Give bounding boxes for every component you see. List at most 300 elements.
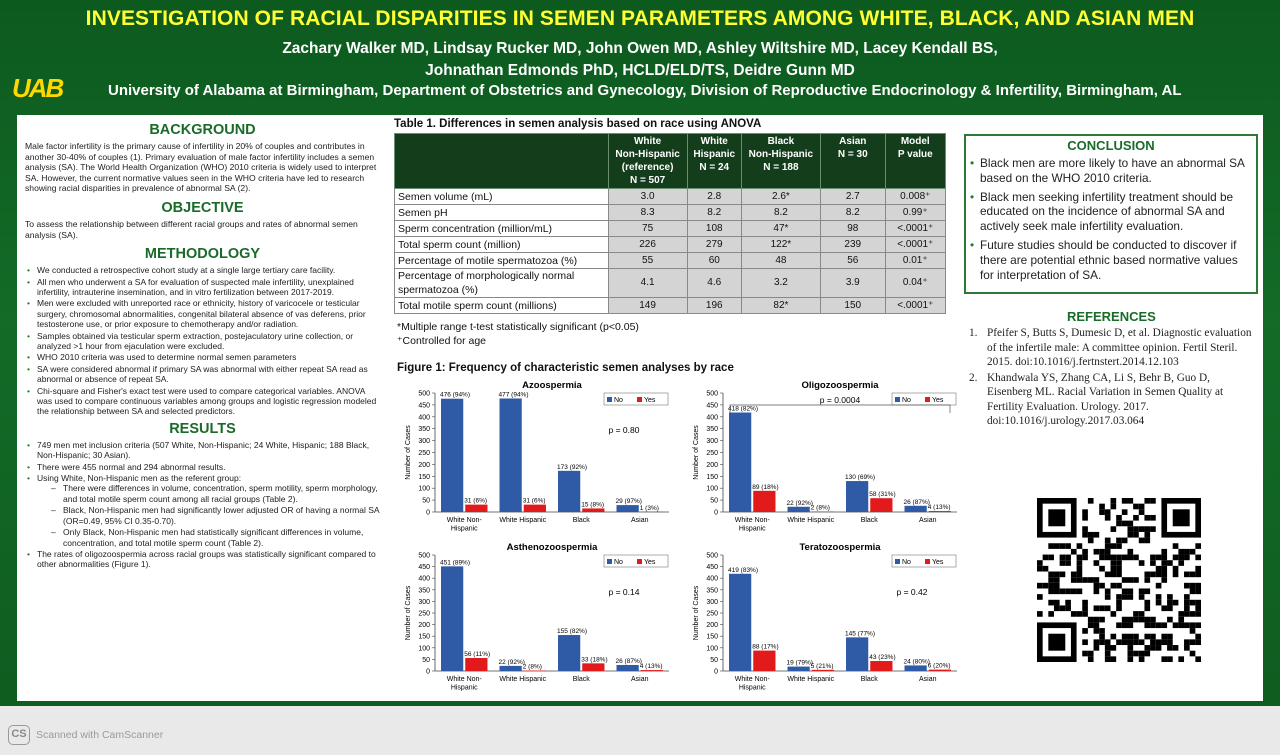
legend-swatch-yes (925, 397, 930, 402)
list-item (25, 473, 380, 548)
qr-module (1048, 577, 1054, 583)
y-tick-label: 400 (418, 575, 430, 583)
category-label: Black (572, 676, 590, 683)
qr-module (1099, 634, 1105, 640)
data-label: 31 (6%) (522, 497, 546, 505)
qr-module (1190, 628, 1196, 634)
table-row (395, 237, 946, 253)
table-cell: 8.2 (820, 205, 885, 221)
qr-module (1190, 651, 1196, 657)
bar-yes (753, 651, 775, 671)
bar-yes (753, 491, 775, 512)
table-header-row (395, 134, 946, 189)
methodology-heading: METHODOLOGY (144, 246, 261, 263)
y-tick-label: 500 (418, 552, 430, 560)
qr-module (1116, 594, 1122, 600)
table-note: *Multiple range t-test statistically significant (p<0.05) (397, 321, 639, 333)
list-item: • Chi-square and Fisher's exact test were used to compare categorical variables. ANOVA was used to compare continuous variables among groups and logistic regression modeled the relationship between SA and selected predictors. (25, 386, 380, 417)
table-cell: 0.04⁺ (885, 269, 945, 298)
bar-no (729, 413, 751, 512)
qr-module (1077, 588, 1083, 594)
qr-module (1122, 617, 1128, 623)
header-line: Hispanic (693, 149, 736, 160)
qr-module (1060, 605, 1066, 611)
y-tick-label: 100 (706, 485, 718, 493)
header-line: Non-Hispanic (748, 149, 814, 160)
qr-module (1054, 605, 1060, 611)
qr-module (1190, 549, 1196, 555)
y-tick-label: 450 (418, 402, 430, 410)
qr-module (1144, 572, 1150, 578)
list-item: – There were differences in volume, concentration, sperm motility, sperm morphology, and total motile sperm count among all racial groups (Table 2). (49, 483, 380, 504)
bar-no (558, 635, 580, 671)
table-header-cell (395, 134, 609, 189)
qr-module (1111, 526, 1117, 532)
qr-module (1133, 634, 1139, 640)
table1-title: Table 1. Differences in semen analysis based on race using ANOVA (394, 118, 762, 130)
header-line: White (700, 136, 728, 147)
y-tick-label: 200 (418, 622, 430, 630)
qr-module (1111, 504, 1117, 510)
significance-bracket (730, 405, 950, 413)
qr-module (1077, 560, 1083, 566)
y-tick-label: 400 (706, 575, 718, 583)
qr-module (1065, 605, 1071, 611)
category-label: White Hispanic (499, 517, 547, 524)
qr-module (1082, 605, 1088, 611)
qr-module (1161, 577, 1167, 583)
qr-module (1111, 656, 1117, 662)
qr-module (1099, 639, 1105, 645)
results-heading: RESULTS (169, 420, 236, 437)
y-tick-label: 500 (418, 390, 430, 398)
qr-module (1054, 543, 1060, 549)
table-header-cell (820, 134, 885, 189)
qr-module (1082, 600, 1088, 606)
qr-module (1184, 639, 1190, 645)
table-cell-label: Semen pH (395, 205, 609, 221)
qr-module (1144, 532, 1150, 538)
category-label: Black (572, 517, 590, 524)
y-tick-label: 0 (714, 668, 718, 676)
qr-module (1195, 639, 1201, 645)
p-value: p = 0.0004 (819, 395, 861, 405)
qr-module (1077, 555, 1083, 561)
qr-module (1144, 622, 1150, 628)
qr-module (1150, 526, 1156, 532)
results-list (25, 440, 380, 570)
qr-module (1088, 622, 1094, 628)
data-label: 418 (82%) (728, 405, 759, 413)
conclusion-box (964, 134, 1258, 294)
qr-module (1111, 572, 1117, 578)
table-cell: 60 (687, 253, 741, 269)
qr-module (1161, 572, 1167, 578)
qr-module (1127, 645, 1133, 651)
qr-module (1094, 639, 1100, 645)
data-label: 4 (13%) (927, 504, 951, 512)
table-cell: 48 (741, 253, 820, 269)
qr-module (1077, 566, 1083, 572)
qr-module (1144, 588, 1150, 594)
qr-module (1139, 560, 1145, 566)
qr-module (1088, 577, 1094, 583)
qr-module (1099, 504, 1105, 510)
qr-module (1178, 622, 1184, 628)
bar-yes (524, 505, 546, 512)
qr-module (1173, 555, 1179, 561)
qr-module (1094, 617, 1100, 623)
qr-module (1048, 588, 1054, 594)
qr-module (1077, 543, 1083, 549)
y-tick-label: 100 (418, 645, 430, 653)
data-label: 145 (77%) (845, 630, 876, 638)
category-label: White Non- (446, 676, 482, 683)
qr-module (1060, 560, 1066, 566)
table-cell: 82* (741, 298, 820, 314)
table-cell: 55 (608, 253, 687, 269)
y-tick-label: 50 (710, 656, 718, 664)
reference-text: Pfeifer S, Butts S, Dumesic D, et al. Diagnostic evaluation of the infertile male: A committee opinion. Fertil Steril. 2015. doi:10.1016/j.fertnstert.2014.12.103 (987, 327, 1252, 368)
qr-module (1082, 526, 1088, 532)
qr-module (1060, 588, 1066, 594)
qr-module (1094, 645, 1100, 651)
qr-module (1099, 617, 1105, 623)
qr-module (1184, 594, 1190, 600)
left-column (25, 120, 380, 571)
category-label: Black (860, 517, 878, 524)
qr-module (1122, 538, 1128, 544)
table-header-cell (687, 134, 741, 189)
y-tick-label: 150 (418, 473, 430, 481)
qr-module (1099, 583, 1105, 589)
qr-module (1048, 543, 1054, 549)
qr-module (1195, 555, 1201, 561)
poster-title: INVESTIGATION OF RACIAL DISPARITIES IN SEMEN PARAMETERS AMONG WHITE, BLACK, AND ASIAN MEN (85, 7, 1195, 30)
data-label: 88 (17%) (752, 643, 779, 651)
qr-module (1184, 600, 1190, 606)
data-label: 26 (87%) (615, 657, 642, 665)
qr-module (1178, 617, 1184, 623)
qr-module (1111, 560, 1117, 566)
qr-module (1099, 628, 1105, 634)
qr-module (1156, 583, 1162, 589)
table-cell: 56 (820, 253, 885, 269)
header-line: (reference) (621, 162, 674, 173)
data-label: 451 (89%) (440, 559, 471, 567)
qr-module (1111, 498, 1117, 504)
qr-module (1037, 611, 1043, 617)
table-header-cell (885, 134, 945, 189)
data-label: 6 (20%) (927, 662, 951, 670)
data-label: 31 (6%) (464, 497, 488, 505)
qr-module (1060, 572, 1066, 578)
qr-module (1122, 521, 1128, 527)
data-label: 33 (18%) (581, 656, 608, 664)
qr-module (1173, 622, 1179, 628)
y-tick-label: 50 (710, 497, 718, 505)
qr-module (1161, 622, 1167, 628)
qr-module (1116, 543, 1122, 549)
qr-module (1144, 577, 1150, 583)
qr-module (1173, 543, 1179, 549)
qr-module (1037, 594, 1043, 600)
background-heading: BACKGROUND (149, 122, 256, 138)
qr-module (1127, 526, 1133, 532)
list-item: • All men who underwent a SA for evaluation of suspected male infertility, unexplained infertility, intrauterine insemination, and in vitro fertilization between 2017-2019. (25, 277, 380, 298)
qr-module (1127, 634, 1133, 640)
data-label: 4 (13%) (639, 663, 663, 671)
y-tick-label: 50 (422, 656, 430, 664)
header-line: P value (897, 149, 933, 160)
bar-yes (870, 661, 892, 671)
qr-module (1184, 549, 1190, 555)
data-label: 22 (92%) (786, 499, 813, 507)
table-cell-label: Total motile sperm count (millions) (395, 298, 609, 314)
y-tick-label: 300 (706, 598, 718, 606)
qr-module (1139, 526, 1145, 532)
qr-module (1065, 560, 1071, 566)
qr-module (1099, 555, 1105, 561)
table-cell: 3.0 (608, 189, 687, 205)
table-cell: 3.9 (820, 269, 885, 298)
qr-module (1071, 577, 1077, 583)
data-label: 2 (8%) (810, 504, 830, 512)
reference-item (967, 371, 1257, 429)
qr-finder-core (1048, 634, 1065, 651)
qr-module (1099, 605, 1105, 611)
list-item: • We conducted a retrospective cohort study at a single large tertiary care facility. (25, 265, 380, 275)
chart-title: Teratozoospermia (799, 542, 881, 553)
qr-module (1127, 549, 1133, 555)
p-value: p = 0.14 (608, 587, 640, 597)
qr-module (1111, 566, 1117, 572)
legend-label: No (902, 559, 911, 566)
qr-module (1156, 555, 1162, 561)
data-label: 5 (21%) (810, 662, 834, 670)
azoospermia-chart (387, 377, 677, 542)
qr-module (1094, 583, 1100, 589)
legend-swatch-yes (637, 397, 642, 402)
data-label: 419 (83%) (728, 566, 759, 574)
list-item: • Black men are more likely to have an abnormal SA based on the WHO 2010 criteria. (966, 156, 1256, 186)
bar-no (558, 471, 580, 512)
data-label: 29 (97%) (615, 498, 642, 506)
legend-swatch-no (895, 397, 900, 402)
qr-module (1133, 617, 1139, 623)
qr-module (1127, 639, 1133, 645)
uab-logo: UAB (12, 73, 63, 103)
results-referent-text: Using White, Non-Hispanic men as the referent group: (37, 473, 242, 484)
y-tick-label: 450 (706, 402, 718, 410)
qr-module (1094, 588, 1100, 594)
qr-module (1156, 622, 1162, 628)
qr-module (1167, 560, 1173, 566)
table-cell: 0.99⁺ (885, 205, 945, 221)
qr-module (1150, 515, 1156, 521)
category-label: Asian (918, 676, 937, 683)
qr-module (1094, 560, 1100, 566)
legend-label: No (614, 559, 623, 566)
y-axis-label: Number of Cases (693, 425, 700, 480)
qr-module (1161, 605, 1167, 611)
qr-module (1122, 588, 1128, 594)
data-label: 130 (69%) (845, 474, 876, 482)
qr-module (1105, 605, 1111, 611)
legend-swatch-no (607, 559, 612, 564)
qr-module (1116, 521, 1122, 527)
p-value: p = 0.42 (896, 587, 928, 597)
qr-module (1105, 549, 1111, 555)
y-tick-label: 0 (426, 668, 430, 676)
table1 (394, 133, 946, 314)
legend-label: Yes (932, 397, 944, 404)
y-axis-label: Number of Cases (693, 585, 700, 641)
category-label: Asian (918, 517, 937, 524)
y-tick-label: 300 (418, 598, 430, 606)
qr-module (1111, 645, 1117, 651)
qr-module (1105, 555, 1111, 561)
category-label: Asian (630, 517, 649, 524)
qr-module (1116, 583, 1122, 589)
qr-module (1195, 572, 1201, 578)
category-label: White Non- (734, 517, 770, 524)
table-cell-label: Sperm concentration (million/mL) (395, 221, 609, 237)
qr-module (1111, 555, 1117, 561)
table-cell: 98 (820, 221, 885, 237)
qr-module (1173, 566, 1179, 572)
legend-label: Yes (644, 559, 656, 566)
list-item: – Only Black, Non-Hispanic men had statistically significant differences in volume, concentration, and total motile sperm count (Table 2). (49, 527, 380, 548)
y-tick-label: 150 (706, 633, 718, 641)
qr-module (1105, 645, 1111, 651)
chart-title: Asthenozoospermia (506, 542, 598, 553)
qr-module (1037, 560, 1043, 566)
table-header-cell (608, 134, 687, 189)
category-label: Hispanic (738, 525, 766, 533)
qr-module (1077, 611, 1083, 617)
bar-yes (929, 670, 951, 671)
table-cell: 150 (820, 298, 885, 314)
qr-module (1077, 572, 1083, 578)
bar-yes (465, 658, 487, 671)
authors-line-2: Johnathan Edmonds PhD, HCLD/ELD/TS, Deidre Gunn MD (425, 62, 855, 79)
qr-module (1094, 628, 1100, 634)
y-tick-label: 250 (706, 610, 718, 618)
figure1-title: Figure 1: Frequency of characteristic semen analyses by race (397, 362, 734, 374)
qr-module (1133, 504, 1139, 510)
qr-module (1144, 634, 1150, 640)
qr-module (1144, 617, 1150, 623)
y-tick-label: 0 (714, 509, 718, 517)
qr-module (1116, 605, 1122, 611)
references-heading: REFERENCES (1067, 309, 1156, 324)
qr-module (1184, 583, 1190, 589)
qr-module (1088, 651, 1094, 657)
category-label: White Non- (446, 517, 482, 524)
qr-module (1178, 549, 1184, 555)
qr-module (1054, 588, 1060, 594)
qr-module (1144, 526, 1150, 532)
category-label: Hispanic (450, 525, 478, 533)
qr-module (1190, 600, 1196, 606)
qr-module (1161, 560, 1167, 566)
oligozoospermia-chart (675, 377, 965, 542)
results-sub-list (49, 483, 380, 547)
bar-no (441, 566, 463, 671)
qr-module (1144, 600, 1150, 606)
y-tick-label: 300 (706, 438, 718, 446)
qr-module (1071, 572, 1077, 578)
qr-module (1082, 555, 1088, 561)
bar-yes (465, 505, 487, 512)
table-row (395, 205, 946, 221)
qr-module (1150, 622, 1156, 628)
qr-module (1054, 600, 1060, 606)
qr-module (1094, 549, 1100, 555)
list-item: • Samples obtained via testicular sperm extraction, postejaculatory urine collection, or analyzed >1 hour from ejaculation were excluded. (25, 331, 380, 352)
category-label: Hispanic (738, 684, 766, 692)
header-line: N = 188 (763, 162, 799, 173)
y-axis-label: Number of Cases (405, 425, 412, 480)
table-cell: 0.008⁺ (885, 189, 945, 205)
scanner-footer (8, 724, 163, 746)
qr-code-icon[interactable] (1037, 498, 1201, 662)
qr-module (1139, 594, 1145, 600)
y-tick-label: 0 (426, 509, 430, 517)
qr-module (1116, 538, 1122, 544)
qr-module (1184, 605, 1190, 611)
teratozoospermia-chart (675, 539, 965, 701)
qr-module (1127, 594, 1133, 600)
qr-module (1116, 622, 1122, 628)
qr-module (1139, 656, 1145, 662)
qr-module (1150, 555, 1156, 561)
qr-module (1190, 588, 1196, 594)
data-label: 89 (18%) (752, 483, 779, 491)
qr-module (1122, 577, 1128, 583)
qr-module (1122, 509, 1128, 515)
qr-module (1127, 622, 1133, 628)
legend-swatch-no (895, 559, 900, 564)
qr-module (1048, 611, 1054, 617)
qr-module (1133, 651, 1139, 657)
qr-module (1195, 656, 1201, 662)
qr-module (1105, 538, 1111, 544)
qr-module (1105, 572, 1111, 578)
bar-no (846, 637, 868, 671)
qr-module (1105, 651, 1111, 657)
table-cell: 149 (608, 298, 687, 314)
qr-module (1195, 543, 1201, 549)
table-cell-label: Percentage of motile spermatozoa (%) (395, 253, 609, 269)
table-row (395, 221, 946, 237)
qr-module (1184, 572, 1190, 578)
qr-module (1156, 594, 1162, 600)
qr-module (1105, 509, 1111, 515)
table-cell: 226 (608, 237, 687, 253)
header-line: Asian (839, 136, 867, 147)
table-cell: 2.8 (687, 189, 741, 205)
qr-module (1116, 639, 1122, 645)
category-label: Hispanic (450, 684, 478, 692)
list-item: • WHO 2010 criteria was used to determine normal semen parameters (25, 352, 380, 362)
qr-module (1195, 605, 1201, 611)
table-cell: 196 (687, 298, 741, 314)
qr-module (1082, 509, 1088, 515)
qr-module (1122, 634, 1128, 640)
qr-module (1161, 555, 1167, 561)
